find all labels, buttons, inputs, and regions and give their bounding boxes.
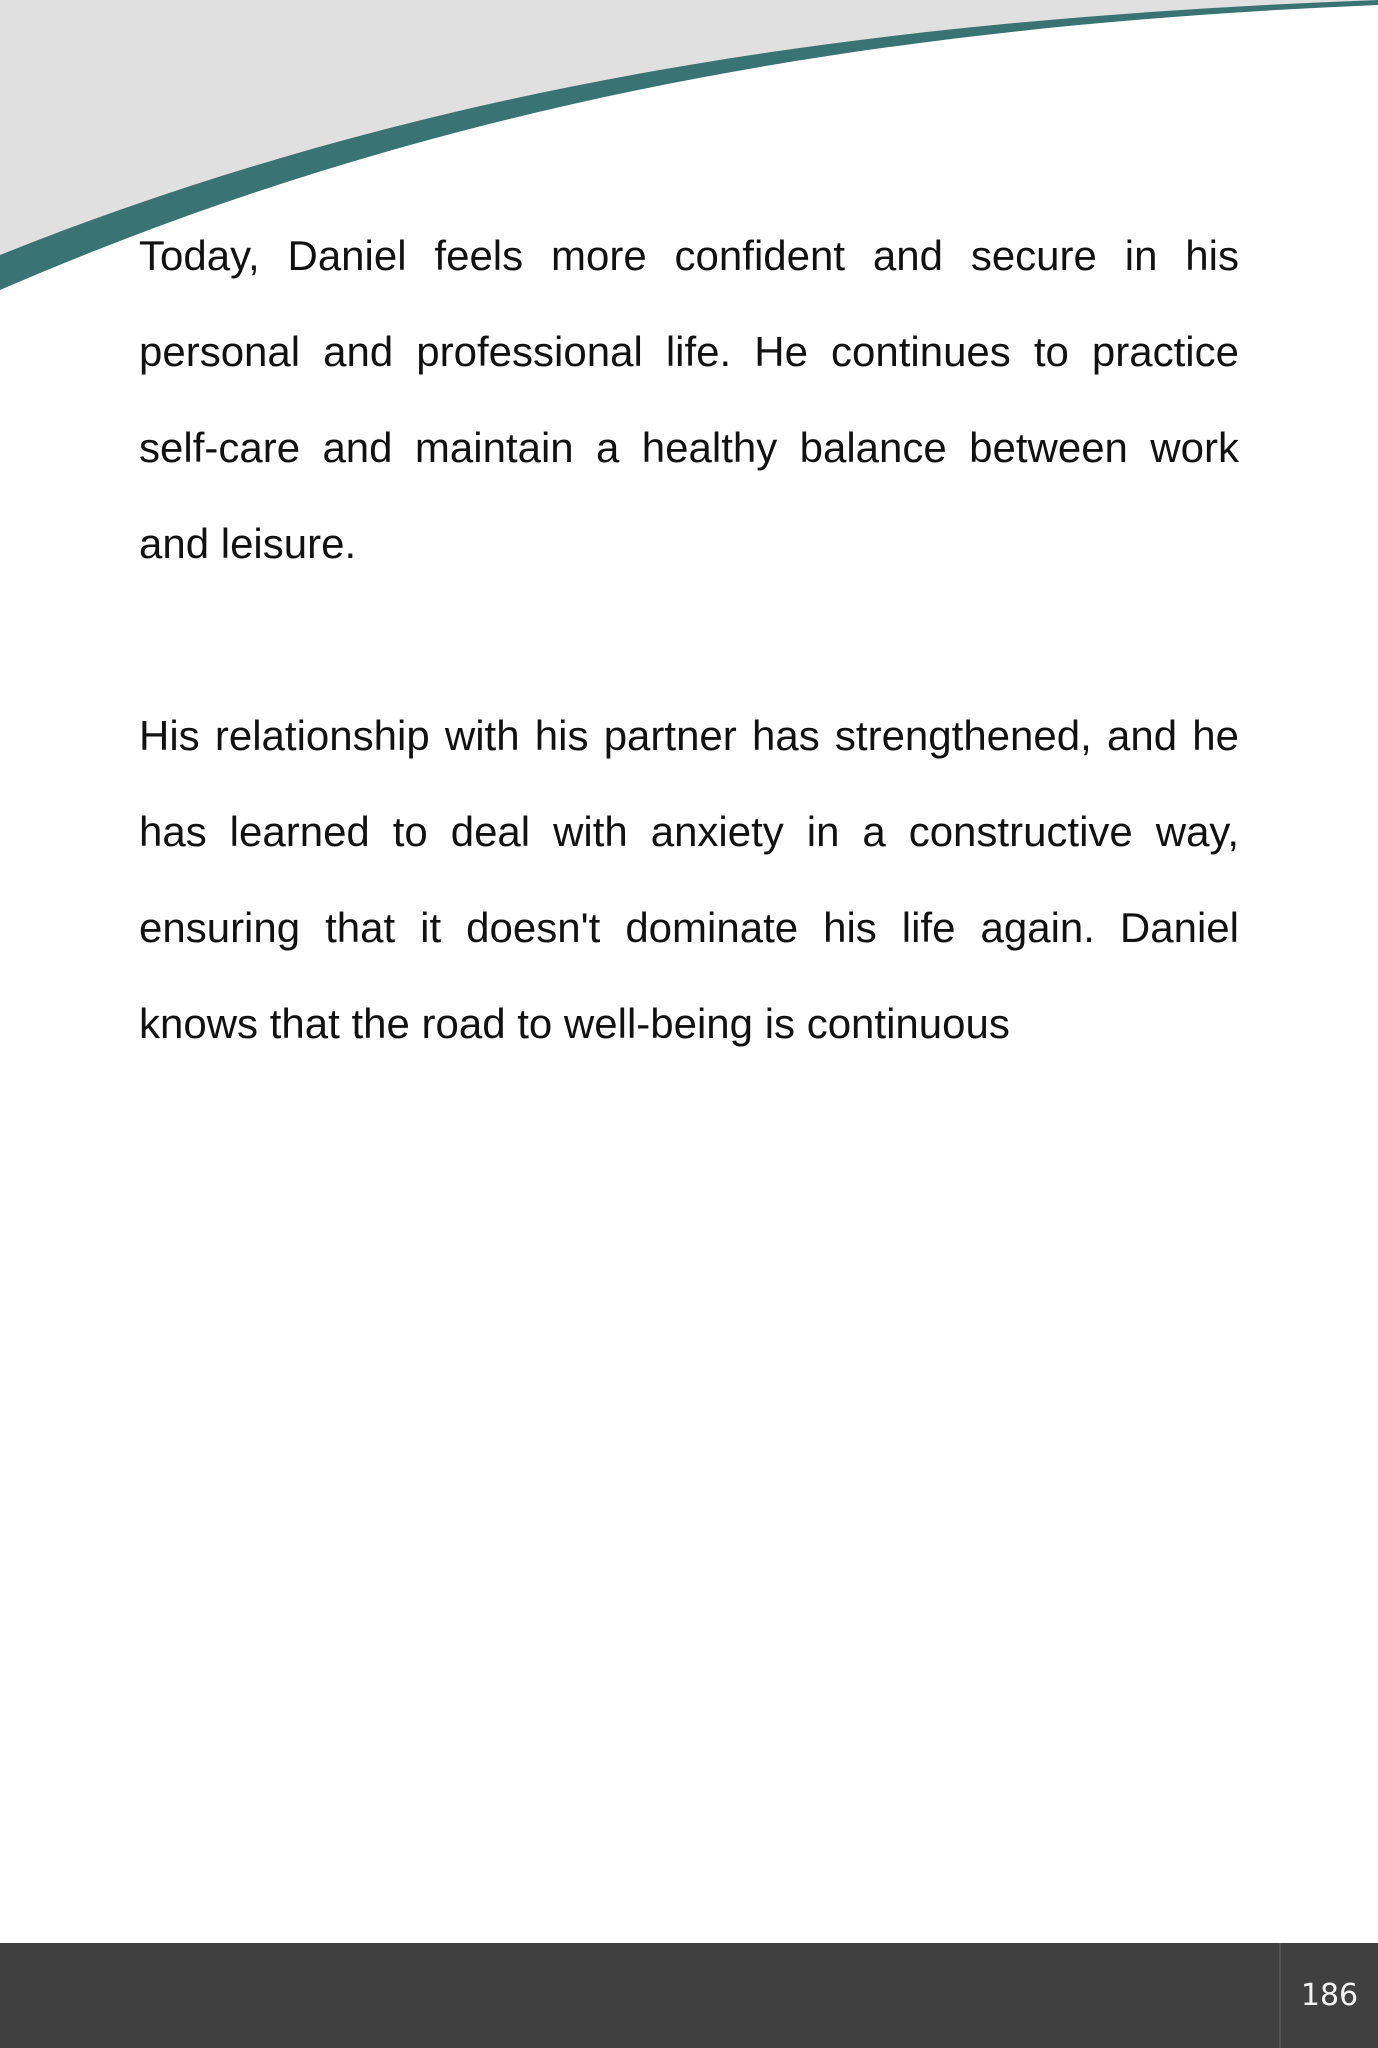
page-number: 186 <box>1279 1943 1378 2048</box>
footer-bar <box>0 1943 1378 2048</box>
body-paragraph: Today, Daniel feels more confident and secure in his personal and professional life. He continues to practice self-care and maintain a healthy balance between work and leisure. <box>139 232 1239 567</box>
page-body <box>139 208 1239 1072</box>
body-paragraph: His relationship with his partner has strengthened, and he has learned to deal with anxiety in a constructive way, ensuring that it doesn't dominate his life again. Daniel knows that the road to well-being is continuous <box>139 712 1239 1047</box>
